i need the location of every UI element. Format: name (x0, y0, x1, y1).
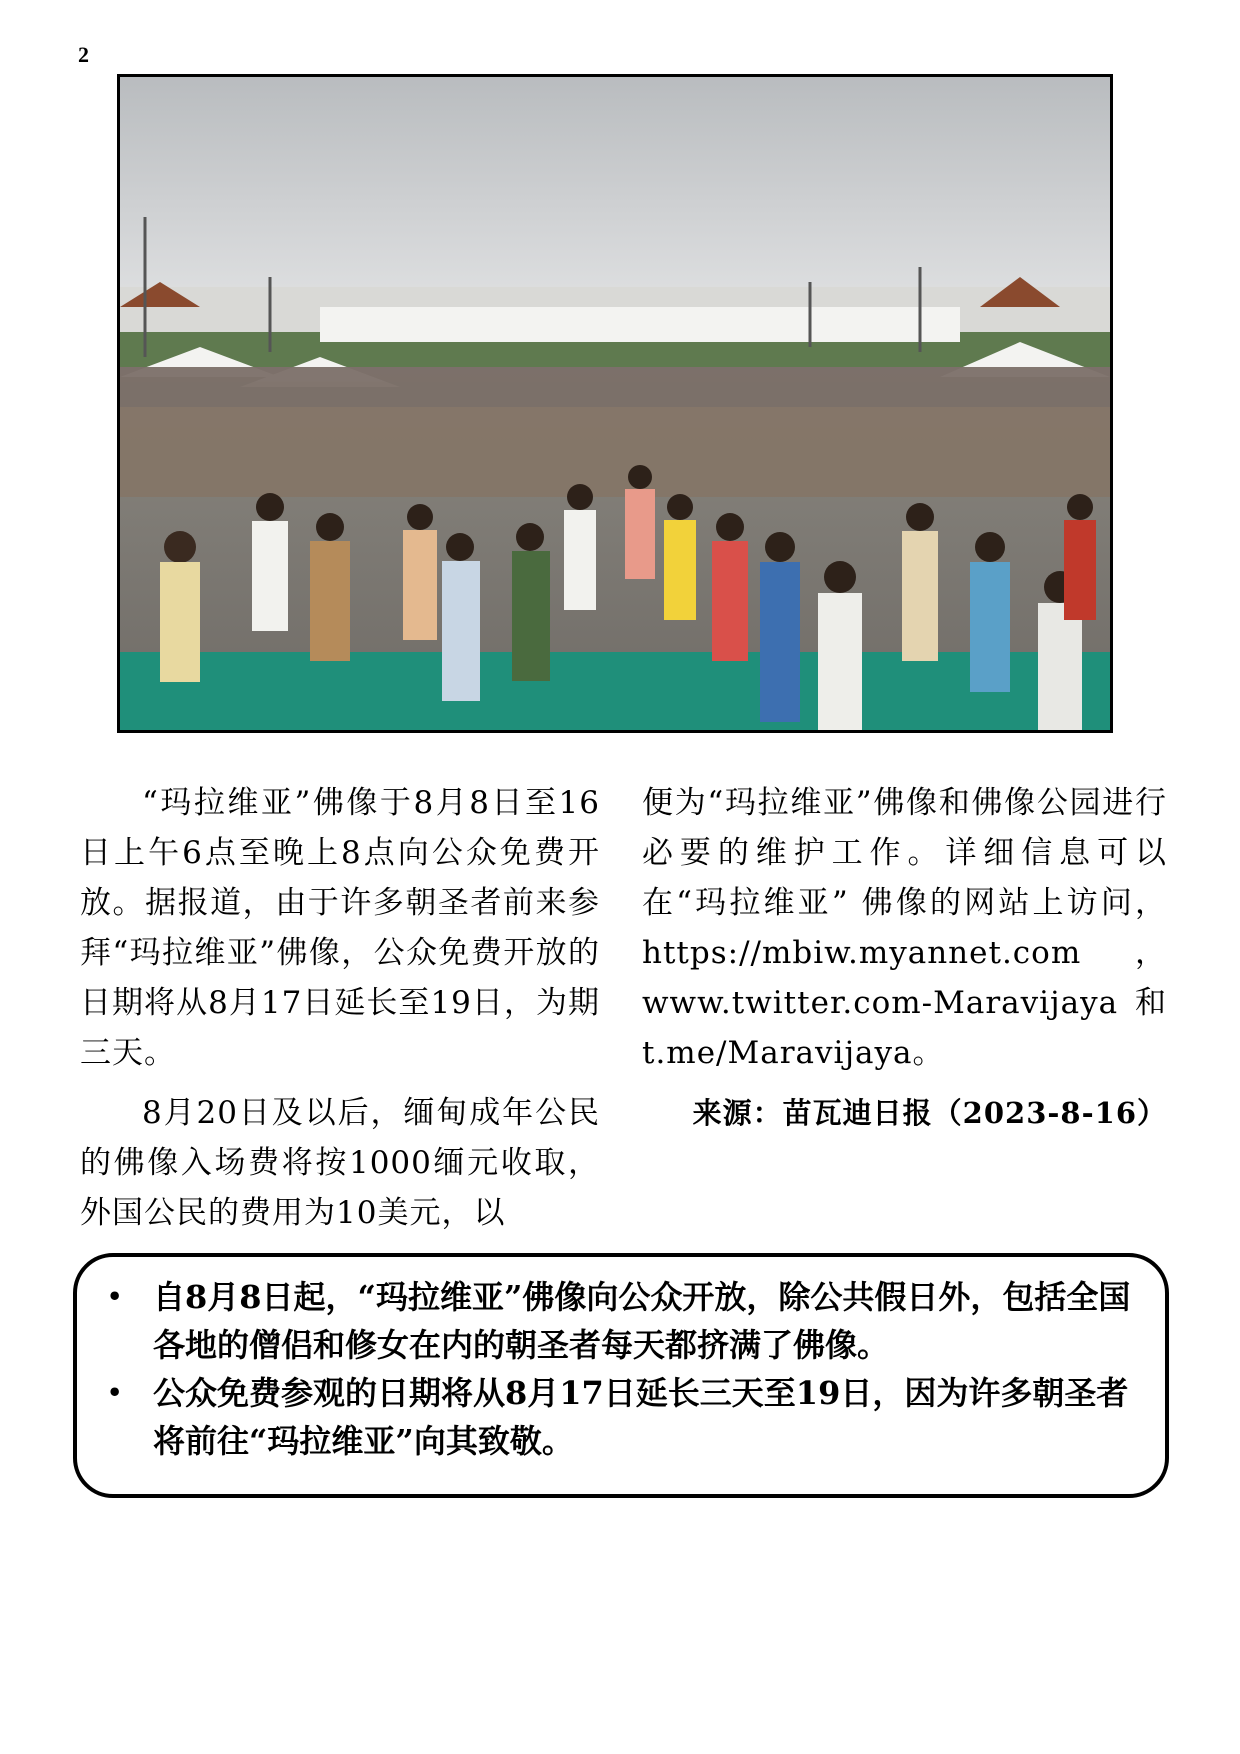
article-paragraph-1: “玛拉维亚”佛像于8月8日至16日上午6点至晚上8点向公众免费开放。据报道，由于许多朝圣者前来参拜“玛拉维亚”佛像，公众免费开放的日期将从8月17日延长至19日，为期三天。 (80, 785, 600, 1071)
article-paragraph-2: 8月20日及以后，缅甸成年公民的佛像入场费将按1000缅元收取，外国公民的费用为10美元，以 (80, 1095, 600, 1231)
article-paragraph-continued: 便为“玛拉维亚”佛像和佛像公园进行必要的维护工作。详细信息可以在“玛拉维亚” 佛像的网站上访问，https://mbiw.myannet.com，www.twitter.com-Maravijaya和t.me/Maravijaya。 (642, 785, 1167, 1071)
summary-list (107, 1273, 1139, 1465)
article-right-column (642, 778, 1167, 1138)
article-source: 来源：苗瓦迪日报（2023-8-16） (692, 1096, 1167, 1130)
summary-item (107, 1369, 1139, 1465)
summary-item-text: 自8月8日起，“玛拉维亚”佛像向公众开放，除公共假日外，包括全国各地的僧侣和修女在内的朝圣者每天都挤满了佛像。 (153, 1278, 1131, 1364)
summary-item-text: 公众免费参观的日期将从8月17日延长三天至19日，因为许多朝圣者将前往“玛拉维亚”向其致敬。 (153, 1374, 1129, 1460)
bullet-icon: • (107, 1378, 123, 1407)
summary-box (73, 1253, 1169, 1498)
summary-item (107, 1273, 1139, 1369)
page-number: 2 (78, 42, 89, 67)
bullet-icon: • (107, 1282, 123, 1311)
news-photo (117, 74, 1113, 733)
article-left-column (80, 778, 600, 1238)
crowd-photo-illustration (120, 77, 1110, 730)
